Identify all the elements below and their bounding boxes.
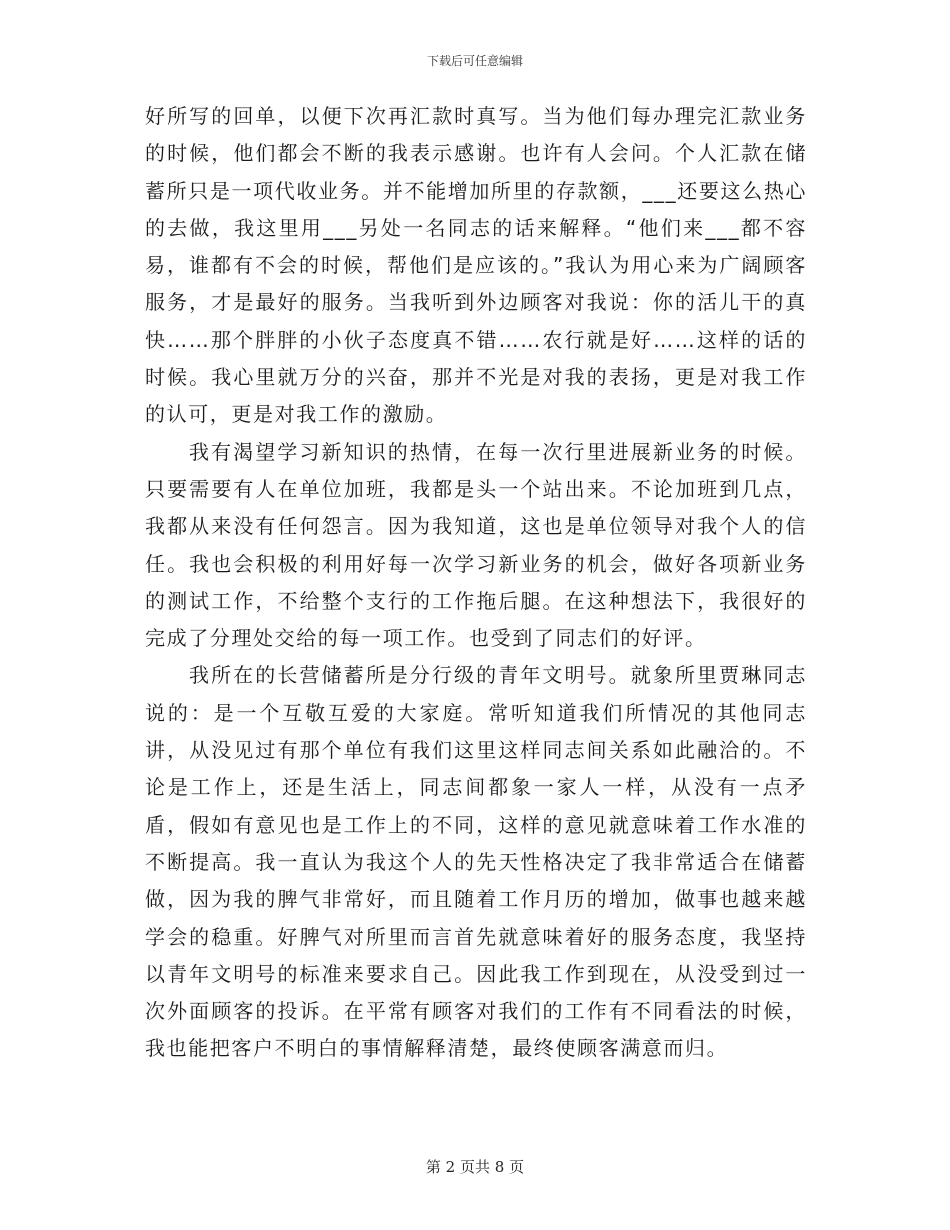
page-header: 下载后可任意编辑 [426,54,523,68]
page-number: 第 2 页共 8 页 [425,1158,525,1176]
paragraph-3: 我所在的长营储蓄所是分行级的青年文明号。就象所里贾琳同志说的：是一个互敬互爱的大家庭。常听知道我们所情况的其他同志讲，从没见过有那个单位有我们这里这样同志间关系如此融洽的。不论是工作上，还是生活上，同志间都象一家人一样，从没有一点矛盾，假如有意见也是工作上的不同，这样的意见就意味着工作水准的不断提高。我一直认为我这个人的先天性格决定了我非常适合在储蓄做，因为我的脾气非常好，而且随着工作月历的增加，做事也越来越学会的稳重。好脾气对所里而言首先就意味着好的服务态度，我坚持以青年文明号的标准来要求自己。因此我工作到现在，从没受到过一次外面顾客的投诉。在平常有顾客对我们的工作有不同看法的时候，我也能把客户不明白的事情解释清楚，最终使顾客满意而归。 [145,663,807,1061]
document-body [145,98,807,1068]
paragraph-1: 好所写的回单，以便下次再汇款时真写。当为他们每办理完汇款业务的时候，他们都会不断的我表示感谢。也许有人会问。个人汇款在储蓄所只是一项代收业务。并不能增加所里的存款额，___还要这么热心的去做，我这里用___另处一名同志的话来解释。“他们来___都不容易，谁都有不会的时候，帮他们是应该的。”我认为用心来为广阔顾客服务，才是最好的服务。当我听到外边顾客对我说：你的活儿干的真快……那个胖胖的小伙子态度真不错……农行就是好……这样的话的时候。我心里就万分的兴奋，那并不光是对我的表扬，更是对我工作的认可，更是对我工作的激励。 [145,104,807,427]
paragraph-2: 我有渴望学习新知识的热情，在每一次行里进展新业务的时候。只要需要有人在单位加班，我都是头一个站出来。不论加班到几点，我都从来没有任何怨言。因为我知道，这也是单位领导对我个人的信任。我也会积极的利用好每一次学习新业务的机会，做好各项新业务的测试工作，不给整个支行的工作拖后腿。在这种想法下，我很好的完成了分理处交给的每一项工作。也受到了同志们的好评。 [145,439,807,651]
